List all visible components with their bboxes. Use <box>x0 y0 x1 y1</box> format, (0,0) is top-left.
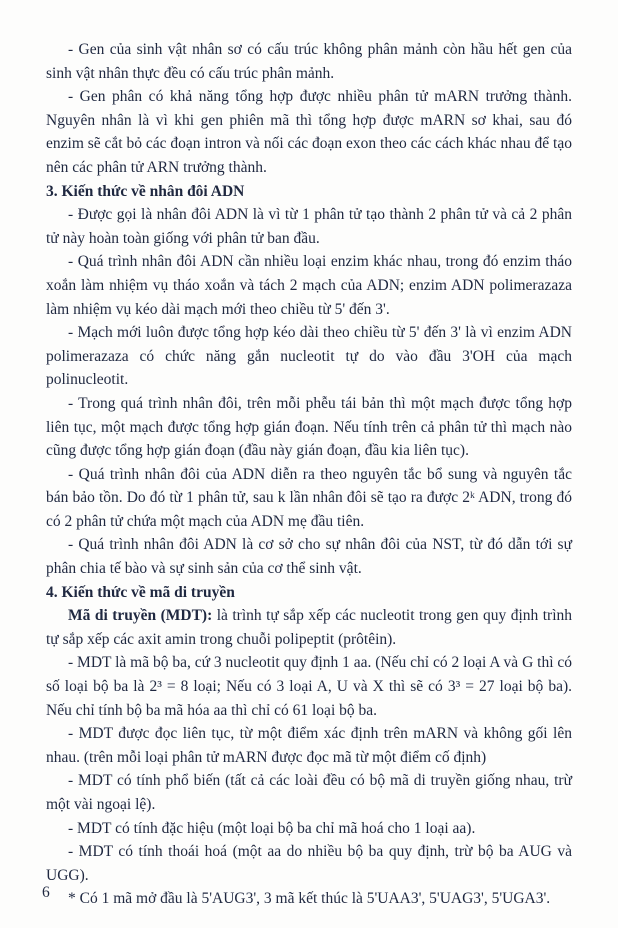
paragraph <box>46 604 572 651</box>
text-column <box>46 38 572 911</box>
mdt-term: Mã di truyền (MDT): <box>68 607 213 625</box>
page-number: 6 <box>42 884 50 901</box>
paragraph: - MDT được đọc liên tục, từ một điểm xác định trên mARN và không gối lên nhau. (trên mỗi loại phân tử mARN được đọc mã từ một điểm cố định) <box>46 725 572 766</box>
paragraph: - Mạch mới luôn được tổng hợp kéo dài theo chiều từ 5' đến 3' là vì enzim ADN polimerazaza có chức năng gắn nucleotit tự do vào đầu 3'OH của mạch polinucleotit. <box>46 324 572 389</box>
paragraph: - Quá trình nhân đôi ADN cần nhiều loại enzim khác nhau, trong đó enzim tháo xoắn làm nhiệm vụ tháo xoắn và tách 2 mạch của ADN; enzim ADN polimerazaza làm nhiệm vụ kéo dài mạch mới theo chiều từ 5' đến 3'. <box>46 253 572 318</box>
paragraph: - Quá trình nhân đôi ADN là cơ sở cho sự nhân đôi của NST, từ đó dẫn tới sự phân chia tế bào và sự sinh sản của cơ thể sinh vật. <box>46 536 572 578</box>
paragraph: - Gen của sinh vật nhân sơ có cấu trúc không phân mảnh còn hầu hết gen của sinh vật nhân thực đều có cấu trúc phân mảnh. <box>46 41 572 82</box>
section-heading: 3. Kiến thức về nhân đôi ADN <box>46 182 245 200</box>
paragraph: * Có 1 mã mở đầu là 5'AUG3', 3 mã kết thúc là 5'UAA3', 5'UAG3', 5'UGA3'. <box>68 890 551 908</box>
paragraph: - Trong quá trình nhân đôi, trên mỗi phễu tái bản thì một mạch được tổng hợp liên tục, một mạch được tổng hợp gián đoạn. Nếu tính trên cả phân tử thì mạch nào cũng được tổng hợp gián đoạn (đầu này gián đoạn, đầu kia liên tục). <box>46 394 572 460</box>
paragraph: - MDT có tính đặc hiệu (một loại bộ ba chỉ mã hoá cho 1 loại aa). <box>68 819 476 837</box>
paragraph: - Quá trình nhân đôi của ADN diễn ra theo nguyên tắc bổ sung và nguyên tắc bán bảo tồn. Do đó từ 1 phân tử, sau k lần nhân đôi sẽ tạo ra được 2ᵏ ADN, trong đó có 2 phân tử chứa một mạch của ADN mẹ đầu tiên. <box>46 465 572 530</box>
section-heading: 4. Kiến thức về mã di truyền <box>46 583 235 601</box>
paragraph: - Gen phân có khả năng tổng hợp được nhiều phân tử mARN trưởng thành. Nguyên nhân là vì khi gen phiên mã thì tổng hợp được mARN sơ khai, sau đó enzim sẽ cắt bỏ các đoạn intron và nối các đoạn exon theo các cách khác nhau để tạo nên các phân tử ARN trưởng thành. <box>46 88 572 176</box>
paragraph: - Được gọi là nhân đôi ADN là vì từ 1 phân tử tạo thành 2 phân tử và cả 2 phân tử này hoàn toàn giống với phân tử ban đầu. <box>46 206 572 247</box>
paragraph: - MDT có tính thoái hoá (một aa do nhiều bộ ba quy định, trừ bộ ba AUG và UGG). <box>46 843 572 884</box>
mdt-definition: là trình tự sắp xếp các nucleotit trong gen quy định trình tự sắp xếp các axit amin trong chuỗi polipeptit (prôtêin). <box>46 607 572 648</box>
paragraph: - MDT có tính phổ biến (tất cả các loài đều có bộ mã di truyền giống nhau, trừ một vài ngoại lệ). <box>46 772 572 813</box>
paragraph: - MDT là mã bộ ba, cứ 3 nucleotit quy định 1 aa. (Nếu chỉ có 2 loại A và G thì có số loại bộ ba là 2³ = 8 loại; Nếu có 3 loại A, U và X thì sẽ có 3³ = 27 loại bộ ba). Nếu chỉ tính bộ ba mã hóa aa thì chỉ có 61 loại bộ ba. <box>46 654 572 719</box>
